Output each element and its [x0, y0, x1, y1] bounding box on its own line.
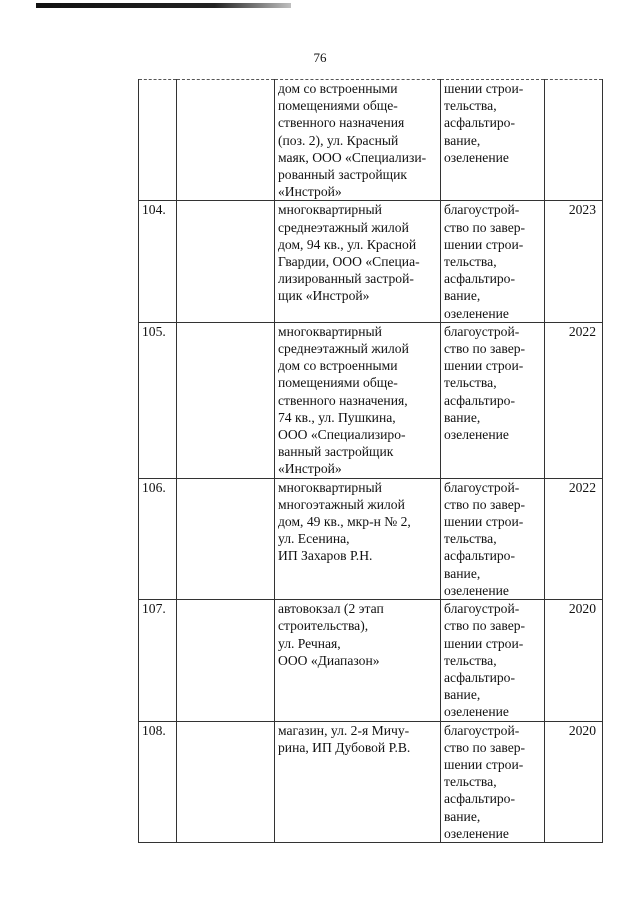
- object-line: строительства),: [278, 618, 369, 634]
- works-line: тельства,: [444, 531, 497, 547]
- object-line: рина, ИП Дубовой Р.В.: [278, 739, 411, 755]
- object-line: 74 кв., ул. Пушкина,: [278, 409, 396, 425]
- cell-object: [275, 80, 441, 201]
- cell-blank: [177, 478, 275, 599]
- works-line: озеленение: [444, 704, 509, 720]
- works-line: ство по завер-: [444, 739, 526, 755]
- cell-blank: [177, 80, 275, 201]
- object-line: дом, 94 кв., ул. Красной: [278, 236, 417, 252]
- cell-year: 2023: [545, 201, 603, 322]
- works-line: благоустрой-: [444, 202, 520, 218]
- object-line: маяк, ООО «Специализи-: [278, 149, 427, 165]
- object-line: дом, 49 кв., мкр-н № 2,: [278, 514, 411, 530]
- object-line: среднеэтажный жилой: [278, 219, 409, 235]
- object-lines: [278, 201, 440, 304]
- object-line: лизированный застрой-: [278, 271, 414, 287]
- works-line: благоустрой-: [444, 479, 520, 495]
- object-line: (поз. 2), ул. Красный: [278, 132, 399, 148]
- works-line: шении строи-: [444, 236, 524, 252]
- scan-artifact-bar: [36, 3, 291, 8]
- object-line: помещениями обще-: [278, 98, 398, 114]
- object-line: «Инстрой»: [278, 461, 342, 477]
- works-line: вание,: [444, 808, 481, 824]
- cell-year: 2022: [545, 478, 603, 599]
- cell-object: [275, 322, 441, 478]
- cell-number: 105.: [139, 322, 177, 478]
- cell-number: 107.: [139, 600, 177, 721]
- object-lines: [278, 600, 440, 669]
- works-line: ство по завер-: [444, 618, 526, 634]
- object-lines: [278, 80, 440, 200]
- table-row: [139, 322, 603, 478]
- object-line: помещениями обще-: [278, 375, 398, 391]
- object-line: рованный застройщик: [278, 167, 407, 183]
- object-line: дом со встроенными: [278, 358, 398, 374]
- cell-works: [441, 721, 545, 842]
- table-row: [139, 600, 603, 721]
- works-line: вание,: [444, 132, 481, 148]
- works-line: ство по завер-: [444, 341, 526, 357]
- registry-table-body: [139, 80, 603, 843]
- works-line: озеленение: [444, 582, 509, 598]
- works-line: вание,: [444, 565, 481, 581]
- works-line: озеленение: [444, 427, 509, 443]
- object-line: щик «Инстрой»: [278, 288, 370, 304]
- works-line: асфальтиро-: [444, 669, 515, 685]
- object-line: ИП Захаров Р.Н.: [278, 548, 373, 564]
- cell-year: 2020: [545, 721, 603, 842]
- cell-object: [275, 201, 441, 322]
- table-row: [139, 201, 603, 322]
- cell-blank: [177, 322, 275, 478]
- works-line: ство по завер-: [444, 496, 526, 512]
- works-line: шении строи-: [444, 358, 524, 374]
- works-line: вание,: [444, 409, 481, 425]
- table-row: [139, 721, 603, 842]
- object-line: ванный застройщик: [278, 444, 394, 460]
- cell-year: 2020: [545, 600, 603, 721]
- object-line: ООО «Специализиро-: [278, 427, 406, 443]
- cell-blank: [177, 201, 275, 322]
- works-line: благоустрой-: [444, 323, 520, 339]
- object-line: ул. Есенина,: [278, 531, 350, 547]
- table-row: [139, 478, 603, 599]
- works-line: тельства,: [444, 98, 497, 114]
- works-lines: [444, 479, 544, 599]
- object-line: «Инстрой»: [278, 184, 342, 200]
- works-line: благоустрой-: [444, 722, 520, 738]
- object-line: ООО «Диапазон»: [278, 652, 380, 668]
- cell-year: 2022: [545, 322, 603, 478]
- works-line: ство по завер-: [444, 219, 526, 235]
- cell-works: [441, 478, 545, 599]
- cell-object: [275, 478, 441, 599]
- works-line: вание,: [444, 687, 481, 703]
- works-line: озеленение: [444, 305, 509, 321]
- cell-works: [441, 600, 545, 721]
- works-lines: [444, 80, 544, 166]
- page-number: 76: [313, 50, 327, 65]
- works-line: тельства,: [444, 254, 497, 270]
- cell-number: 104.: [139, 201, 177, 322]
- works-line: асфальтиро-: [444, 392, 515, 408]
- cell-works: [441, 80, 545, 201]
- works-line: благоустрой-: [444, 601, 520, 617]
- object-line: Гвардии, ООО «Специа-: [278, 254, 420, 270]
- works-line: тельства,: [444, 652, 497, 668]
- works-line: шении строи-: [444, 756, 524, 772]
- cell-number: 106.: [139, 478, 177, 599]
- works-line: шении строи-: [444, 514, 524, 530]
- cell-number: [139, 80, 177, 201]
- works-line: асфальтиро-: [444, 115, 515, 131]
- cell-object: [275, 600, 441, 721]
- works-lines: [444, 323, 544, 443]
- cell-works: [441, 201, 545, 322]
- object-line: дом со встроенными: [278, 81, 398, 96]
- works-line: шении строи-: [444, 81, 524, 96]
- works-line: тельства,: [444, 774, 497, 790]
- works-lines: [444, 201, 544, 321]
- object-line: среднеэтажный жилой: [278, 341, 409, 357]
- object-line: многоквартирный: [278, 323, 382, 339]
- cell-works: [441, 322, 545, 478]
- works-line: шении строи-: [444, 635, 524, 651]
- works-line: озеленение: [444, 149, 509, 165]
- object-line: автовокзал (2 этап: [278, 601, 384, 617]
- object-lines: [278, 722, 440, 756]
- registry-table: [138, 79, 603, 843]
- works-lines: [444, 722, 544, 842]
- cell-year: [545, 80, 603, 201]
- table-row-continuation: [139, 80, 603, 201]
- object-lines: [278, 479, 440, 565]
- object-lines: [278, 323, 440, 478]
- works-line: асфальтиро-: [444, 548, 515, 564]
- cell-blank: [177, 721, 275, 842]
- object-line: многоквартирный: [278, 202, 382, 218]
- works-line: озеленение: [444, 825, 509, 841]
- works-line: асфальтиро-: [444, 271, 515, 287]
- works-line: тельства,: [444, 375, 497, 391]
- works-line: асфальтиро-: [444, 791, 515, 807]
- object-line: многоэтажный жилой: [278, 496, 405, 512]
- object-line: ственного назначения,: [278, 392, 408, 408]
- works-lines: [444, 600, 544, 720]
- object-line: многоквартирный: [278, 479, 382, 495]
- cell-number: 108.: [139, 721, 177, 842]
- object-line: ственного назначения: [278, 115, 405, 131]
- works-line: вание,: [444, 288, 481, 304]
- object-line: ул. Речная,: [278, 635, 341, 651]
- cell-blank: [177, 600, 275, 721]
- object-line: магазин, ул. 2-я Мичу-: [278, 722, 410, 738]
- cell-object: [275, 721, 441, 842]
